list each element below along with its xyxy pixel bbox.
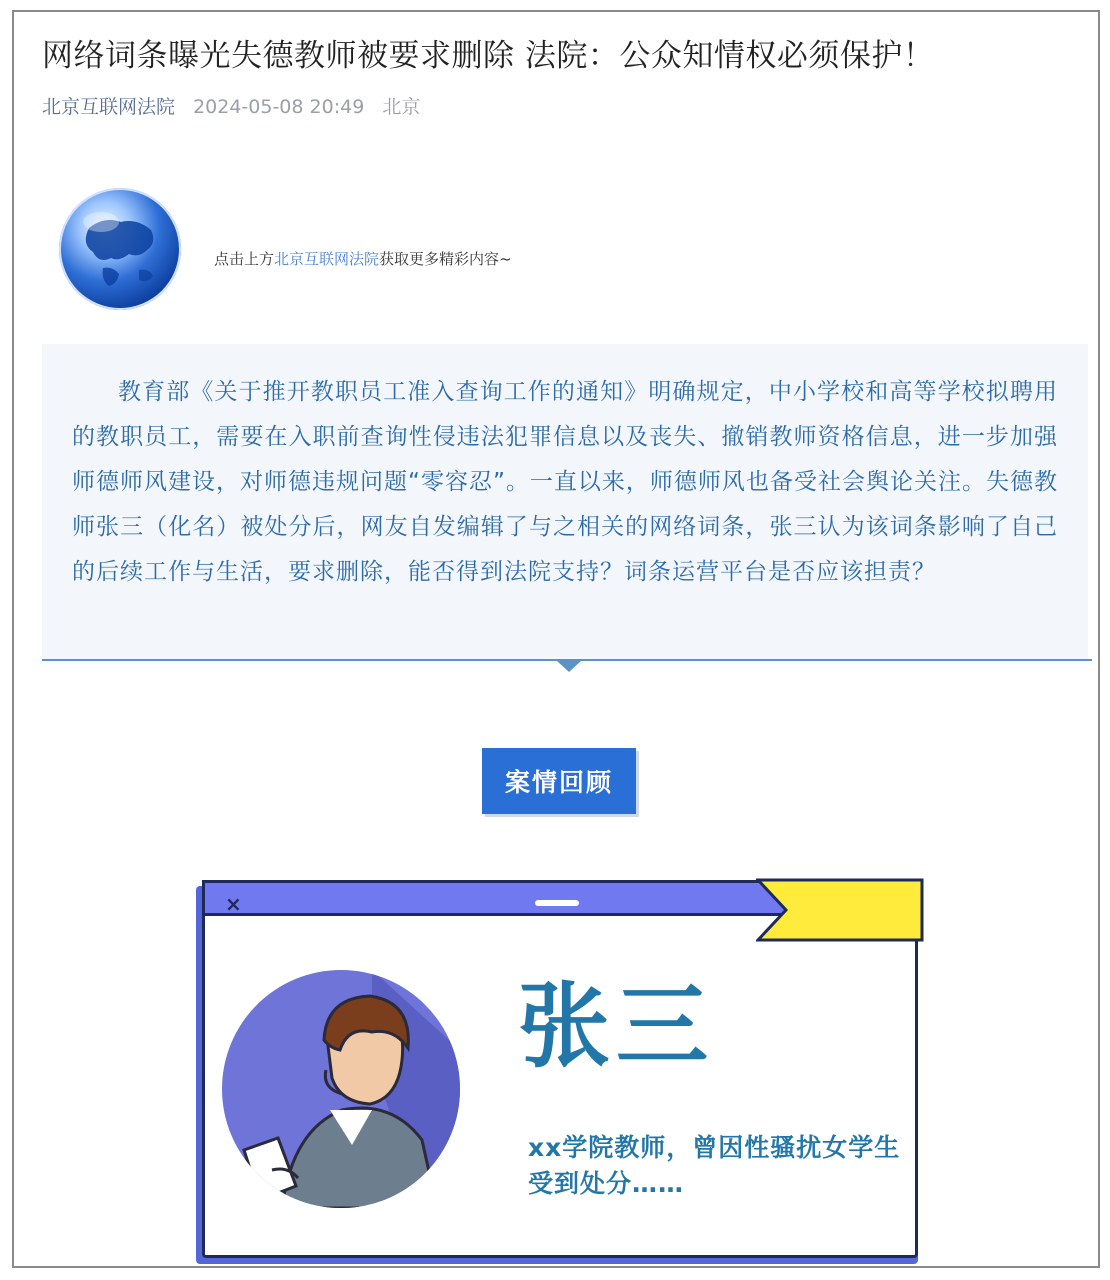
follow-suffix: 获取更多精彩内容~ — [379, 250, 512, 268]
window-title-bar — [202, 880, 802, 916]
person-name: 张三 — [518, 973, 715, 1080]
intro-box — [42, 344, 1088, 659]
avatar — [222, 970, 460, 1208]
globe-icon — [59, 188, 181, 310]
follow-prefix: 点击上方 — [214, 250, 275, 268]
close-icon: × — [225, 892, 242, 916]
illustration-window — [196, 874, 924, 1264]
author-link[interactable]: 北京互联网法院 — [42, 96, 176, 118]
divider-pointer-icon — [557, 661, 581, 672]
intro-paragraph: 教育部《关于推开教职员工准入查询工作的通知》明确规定，中小学校和高等学校拟聘用的教职员工，需要在入职前查询性侵违法犯罪信息以及丧失、撤销教师资格信息，进一步加强师德师风建设，对师德违规问题“零容忍”。一直以来，师德师风也备受社会舆论关注。失德教师张三（化名）被处分后，网友自发编辑了与之相关的网络词条，张三认为该词条影响了自己的后续工作与生活，要求删除，能否得到法院支持？词条运营平台是否应该担责？ — [72, 379, 1058, 585]
article-title: 网络词条曝光失德教师被要求删除 法院：公众知情权必须保护！ — [42, 38, 935, 74]
follow-prompt — [214, 248, 512, 269]
flag-ribbon-icon — [756, 878, 924, 944]
case-review-button[interactable]: 案情回顾 — [482, 748, 636, 814]
article-frame — [12, 10, 1100, 1268]
title-bar-dash — [535, 900, 579, 906]
person-description: xx学院教师，曾因性骚扰女学生受到处分…… — [528, 1133, 901, 1198]
publish-datetime: 2024-05-08 20:49 — [193, 96, 365, 118]
publish-location: 北京 — [382, 96, 421, 118]
teacher-figure-icon — [222, 970, 460, 1208]
follow-account-link[interactable]: 北京互联网法院 — [274, 250, 380, 268]
article-meta — [42, 92, 420, 119]
